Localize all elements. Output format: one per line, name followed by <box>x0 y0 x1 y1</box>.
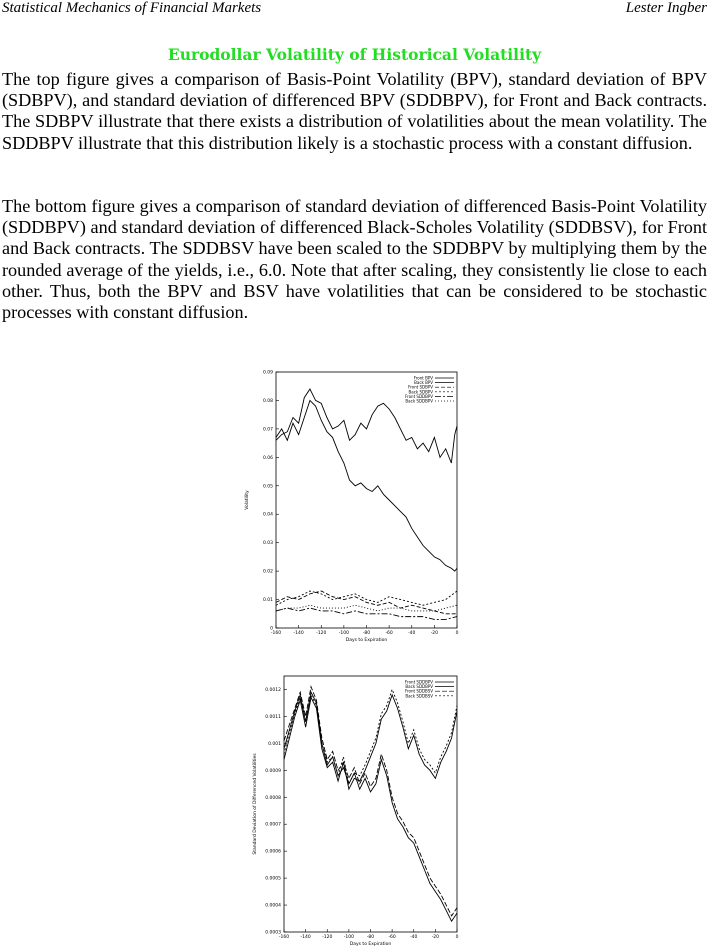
y-tick-label: 0.0005 <box>265 876 281 882</box>
x-tick-label: -80 <box>362 631 371 636</box>
y-tick-label: 0.07 <box>262 427 273 433</box>
y-tick-label: 0.0012 <box>265 687 281 693</box>
x-tick-label: 0 <box>455 631 459 636</box>
series-line <box>276 591 457 605</box>
paragraph-1: The top figure gives a comparison of Basis-Point Volatility (BPV), standard deviation of BPV (SDBPV), and standard deviation of differenced BPV (SDDBPV), for Front and Back contracts. The SDBPV illustrate that there exists a distribution of volatilities about the mean volatility. The SDDBPV illustrate that this distribution likely is a stochastic process with a constant diffusion. <box>2 69 707 153</box>
x-axis-label: Days to Expiration <box>345 638 388 643</box>
y-tick-label: 0.02 <box>262 569 273 575</box>
x-tick-label: -100 <box>343 935 354 940</box>
y-tick-label: 0.04 <box>262 512 273 518</box>
volatility-figure <box>240 366 480 648</box>
series-line <box>276 400 457 571</box>
paragraph-2: The bottom figure gives a comparison of standard deviation of differenced Basis-Point Volatility (SDDBPV) and standard deviation of differenced Black-Scholes Volatility (SDDBSV), for Front and Back contracts. The SDDBSV have been scaled to the SDDBPV by multiplying them by the rounded average of the yields, i.e., 6.0. Note that after scaling, they consistently lie close to each other. Thus, both the BPV and BSV have volatilities that can be considered to be stochastic processes with constant diffusion. <box>2 196 707 323</box>
legend-label: Front SDDBPV <box>405 393 433 399</box>
plot-frame <box>284 676 457 932</box>
x-axis-label: Days to Expiration <box>349 942 392 946</box>
series-line <box>284 687 457 916</box>
x-tick-label: -140 <box>300 935 311 940</box>
section-title: Eurodollar Volatility of Historical Volatility <box>167 45 542 64</box>
legend-label: Front SDBPV <box>408 384 433 390</box>
x-tick-label: -60 <box>385 631 393 636</box>
x-tick-label: -80 <box>366 935 375 940</box>
volatility-chart <box>240 366 480 648</box>
y-tick-label: 0.0009 <box>265 768 281 774</box>
y-axis-label: Volatility <box>245 490 250 510</box>
header-author: Lester Ingber <box>625 0 707 16</box>
legend-label: Front SDDBSV <box>404 688 433 694</box>
y-tick-label: 0.0007 <box>265 822 281 828</box>
legend-label: Back SDDBPV <box>405 684 433 690</box>
legend-label: Back SDDBPV <box>405 398 433 404</box>
y-tick-label: 0.05 <box>262 484 273 490</box>
legend-label: Front BPV <box>413 375 433 381</box>
running-header <box>0 0 709 20</box>
y-tick-label: 0.06 <box>262 455 273 461</box>
x-tick-label: -40 <box>410 935 418 940</box>
y-tick-label: 0.03 <box>262 541 273 547</box>
legend-label: Back BPV <box>414 380 433 386</box>
x-tick-label: -120 <box>322 935 333 940</box>
series-line <box>284 692 457 921</box>
legend-label: Back SDBPV <box>408 389 433 395</box>
y-tick-label: 0.001 <box>268 741 281 747</box>
y-tick-label: 0 <box>270 626 273 632</box>
x-tick-label: 0 <box>455 935 459 940</box>
y-tick-label: 0.01 <box>262 598 273 604</box>
legend-label: Back SDDBSV <box>405 693 433 699</box>
y-tick-label: 0.0003 <box>265 930 281 936</box>
y-tick-label: 0.0004 <box>265 903 281 909</box>
differenced-volatility-chart <box>240 670 480 946</box>
series-line <box>284 695 457 789</box>
x-tick-label: -160 <box>278 935 290 940</box>
legend-label: Front SDDBPV <box>405 679 433 685</box>
x-tick-label: -20 <box>431 935 440 940</box>
y-axis-label: Standard Deviation of Differenced Volatilities <box>253 753 258 855</box>
x-tick-label: -160 <box>270 631 282 636</box>
differenced-volatility-figure <box>240 670 480 946</box>
x-tick-label: -40 <box>408 631 416 636</box>
x-tick-label: -100 <box>338 631 349 636</box>
x-tick-label: -140 <box>293 631 304 636</box>
x-tick-label: -120 <box>316 631 327 636</box>
header-title: Statistical Mechanics of Financial Markets <box>2 0 262 16</box>
x-tick-label: -20 <box>430 631 439 636</box>
y-tick-label: 0.08 <box>262 398 273 404</box>
plot-frame <box>276 372 457 628</box>
y-tick-label: 0.09 <box>262 370 273 376</box>
y-tick-label: 0.0011 <box>265 714 281 720</box>
x-tick-label: -60 <box>388 935 396 940</box>
y-tick-label: 0.0006 <box>265 849 281 855</box>
y-tick-label: 0.0008 <box>265 795 281 801</box>
